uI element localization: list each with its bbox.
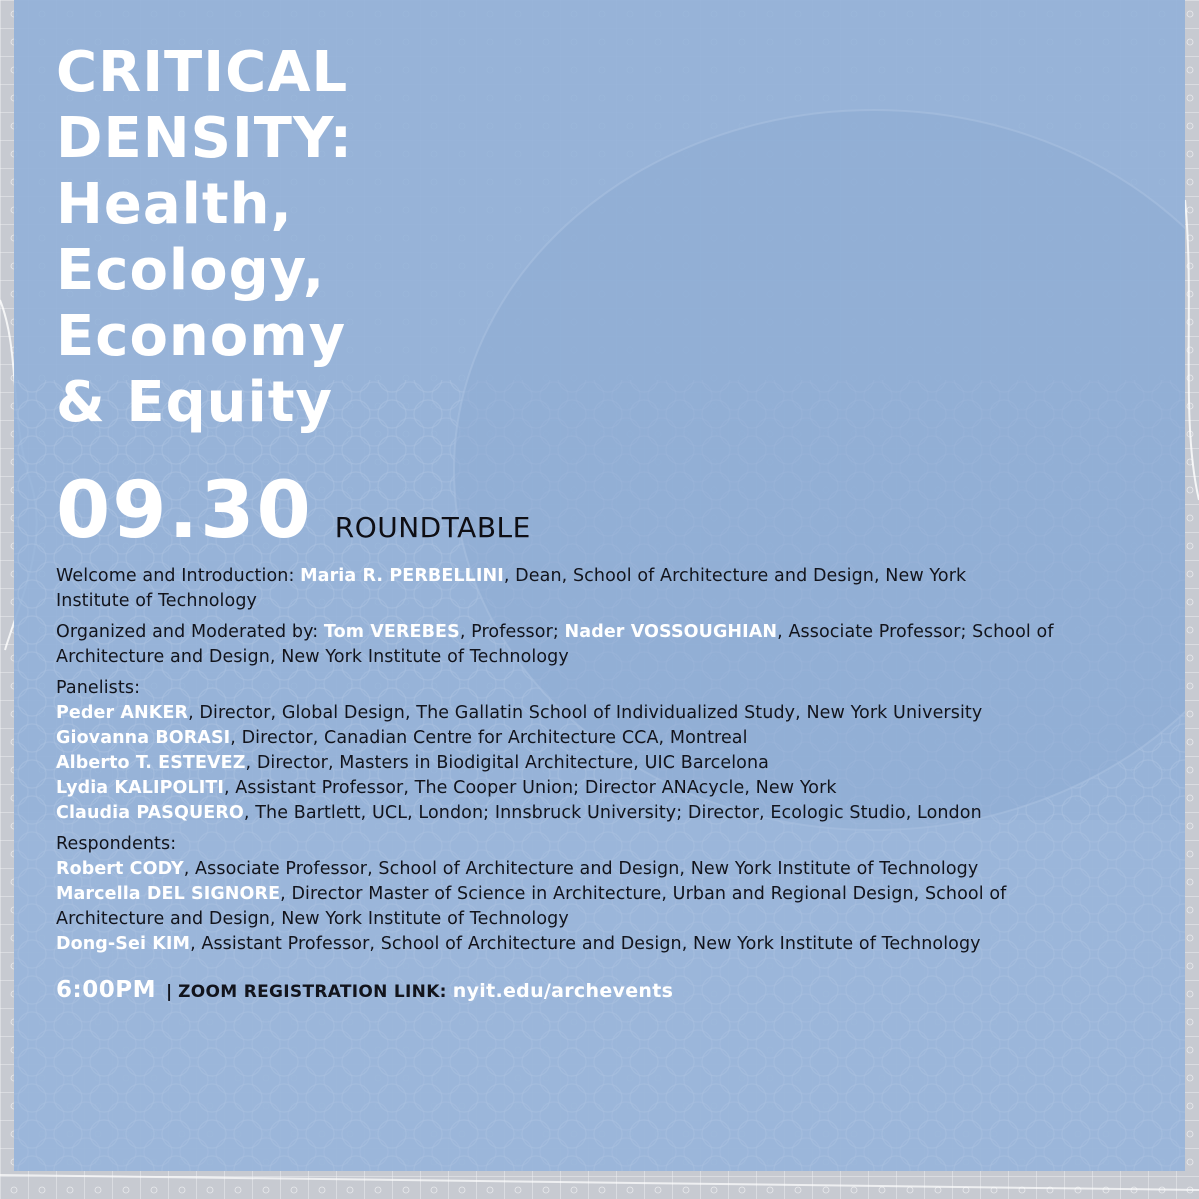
respondent-affiliation: , Assistant Professor, School of Architecture and Design, New York Institute of Technology bbox=[190, 934, 981, 954]
organizers-line-1 bbox=[56, 620, 1166, 645]
panelist-name: Alberto T. ESTEVEZ bbox=[56, 753, 246, 773]
respondent-affiliation: , Associate Professor, School of Architecture and Design, New York Institute of Technology bbox=[183, 859, 979, 879]
title-line-6: & Equity bbox=[56, 370, 334, 435]
panelist-affiliation: , Director, Global Design, The Gallatin School of Individualized Study, New York University bbox=[188, 703, 983, 723]
respondent-name: Robert CODY bbox=[56, 859, 184, 879]
panelists-heading: Panelists: bbox=[56, 678, 141, 698]
title-line-5: Economy bbox=[56, 304, 347, 369]
panelist-item bbox=[56, 801, 1166, 826]
welcome-speaker-name: Maria R. PERBELLINI bbox=[300, 566, 504, 586]
event-time: 6:00PM bbox=[56, 977, 156, 1003]
panelist-affiliation: , Director, Canadian Centre for Architecture CCA, Montreal bbox=[230, 728, 748, 748]
panelist-name: Claudia PASQUERO bbox=[56, 803, 244, 823]
respondent-affiliation: , Director Master of Science in Architecture, Urban and Regional Design, School of bbox=[280, 884, 1007, 904]
event-details bbox=[56, 564, 1166, 957]
welcome-line-1 bbox=[56, 564, 1166, 589]
organizer-role-2: , Associate Professor; School of bbox=[777, 622, 1054, 642]
event-type: ROUNDTABLE bbox=[334, 511, 531, 544]
welcome-label: Welcome and Introduction: bbox=[56, 566, 295, 586]
event-title bbox=[56, 40, 1166, 436]
organizers-label: Organized and Moderated by: bbox=[56, 622, 319, 642]
respondent-name: Marcella DEL SIGNORE bbox=[56, 884, 281, 904]
panelist-item bbox=[56, 776, 1166, 801]
event-date: 09.30 bbox=[56, 466, 313, 556]
panelist-affiliation: , Director, Masters in Biodigital Architecture, UIC Barcelona bbox=[245, 753, 769, 773]
panelist-name: Lydia KALIPOLITI bbox=[56, 778, 224, 798]
panelist-name: Peder ANKER bbox=[56, 703, 189, 723]
organizer-name-1: Tom VEREBES bbox=[323, 622, 460, 642]
title-line-1: CRITICAL bbox=[56, 40, 349, 105]
title-line-3: Health, bbox=[56, 172, 293, 237]
organizers-line-2: Architecture and Design, New York Institute of Technology bbox=[56, 647, 569, 667]
zoom-registration-link[interactable]: nyit.edu/archevents bbox=[452, 980, 674, 1002]
panelist-name: Giovanna BORASI bbox=[56, 728, 231, 748]
panelist-item bbox=[56, 726, 1166, 751]
respondent-item bbox=[56, 932, 1166, 957]
organizer-name-2: Nader VOSSOUGHIAN bbox=[564, 622, 778, 642]
respondent-affiliation-continued: Architecture and Design, New York Institute of Technology bbox=[56, 909, 569, 929]
respondent-name: Dong-Sei KIM bbox=[56, 934, 191, 954]
organizer-role-1: , Professor; bbox=[459, 622, 559, 642]
panelist-item bbox=[56, 751, 1166, 776]
date-row bbox=[56, 466, 1166, 556]
respondent-item bbox=[56, 857, 1166, 882]
respondent-item bbox=[56, 882, 1166, 907]
respondents-list bbox=[56, 857, 1166, 957]
footer-separator: | bbox=[165, 982, 173, 1002]
panelist-affiliation: , Assistant Professor, The Cooper Union; Director ANAcycle, New York bbox=[223, 778, 837, 798]
welcome-section bbox=[56, 564, 1166, 614]
welcome-affiliation: , Dean, School of Architecture and Design, New York bbox=[503, 566, 967, 586]
title-line-2: DENSITY: bbox=[56, 106, 354, 171]
organizers-section bbox=[56, 620, 1166, 670]
panelist-affiliation: , The Bartlett, UCL, London; Innsbruck University; Director, Ecologic Studio, London bbox=[243, 803, 982, 823]
respondents-heading: Respondents: bbox=[56, 834, 177, 854]
footer-registration bbox=[56, 977, 1166, 1003]
welcome-line-2: Institute of Technology bbox=[56, 591, 257, 611]
panelist-item bbox=[56, 701, 1166, 726]
panelists-list bbox=[56, 701, 1166, 826]
poster-content bbox=[56, 40, 1166, 1003]
title-line-4: Ecology, bbox=[56, 238, 326, 303]
zoom-registration-label: ZOOM REGISTRATION LINK: bbox=[178, 982, 447, 1002]
